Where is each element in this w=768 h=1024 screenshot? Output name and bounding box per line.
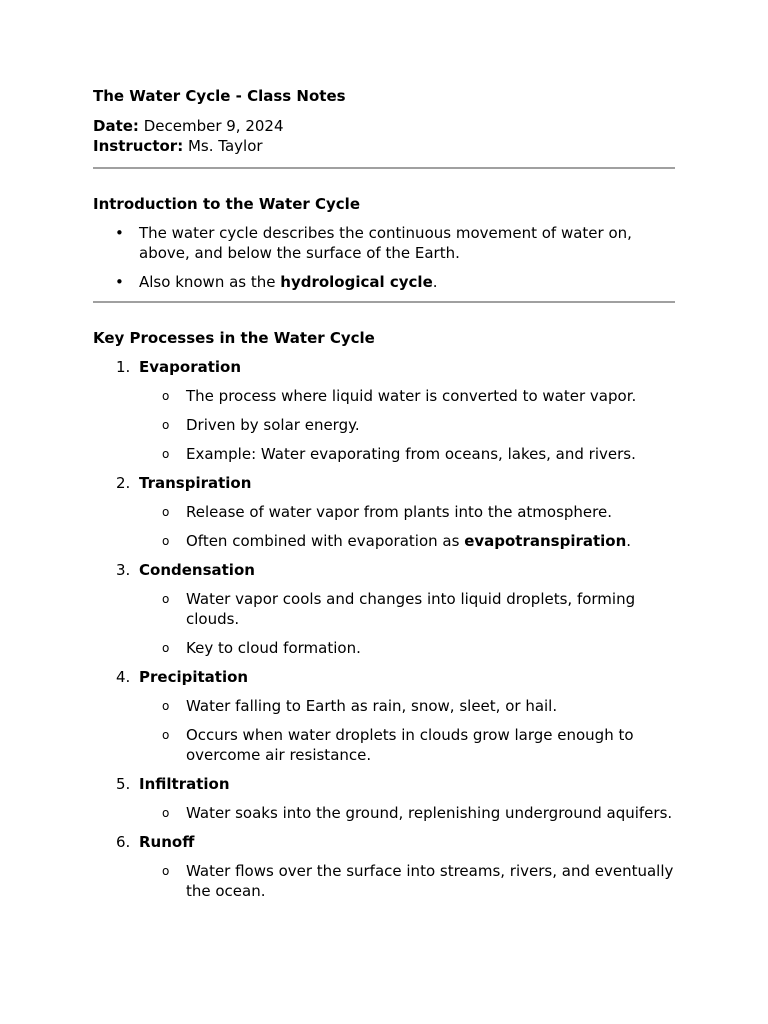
process-name: Evaporation <box>139 358 242 376</box>
list-item <box>139 386 675 406</box>
list-item <box>93 223 675 263</box>
process-name: Transpiration <box>139 474 252 492</box>
document-page <box>93 0 675 901</box>
process-name: Infiltration <box>139 775 230 793</box>
list-item <box>139 531 675 551</box>
sub-bullet-marker: o <box>162 806 170 820</box>
divider-1 <box>93 167 675 169</box>
list-item <box>139 696 675 716</box>
process-number: 3. <box>116 561 131 579</box>
list-item <box>139 502 675 522</box>
processes-heading: Key Processes in the Water Cycle <box>93 329 375 347</box>
list-item <box>139 803 675 823</box>
sub-bullet-marker: o <box>162 505 170 519</box>
process-details <box>139 803 675 823</box>
detail-text: Key to cloud formation. <box>186 639 361 657</box>
sub-bullet-marker: o <box>162 592 170 606</box>
detail-text-pre: Often combined with evaporation as <box>186 532 465 550</box>
process-details <box>139 502 675 551</box>
date-value: December 9, 2024 <box>143 117 284 135</box>
detail-text: Release of water vapor from plants into the atmosphere. <box>186 503 612 521</box>
process-name: Condensation <box>139 561 255 579</box>
sub-bullet-marker: o <box>162 641 170 655</box>
process-details <box>139 589 675 658</box>
intro-bullet-2-pre: Also known as the <box>139 273 281 291</box>
process-number: 1. <box>116 358 131 376</box>
process-item-evaporation <box>93 357 675 464</box>
process-item-transpiration <box>93 473 675 551</box>
intro-bullet-2-post: . <box>432 273 438 291</box>
detail-text: The process where liquid water is converted to water vapor. <box>186 387 637 405</box>
process-item-runoff <box>93 832 675 901</box>
sub-bullet-marker: o <box>162 864 170 878</box>
detail-text-bold: evapotranspiration <box>464 532 627 550</box>
sub-bullet-marker: o <box>162 728 170 742</box>
list-item <box>139 638 675 658</box>
detail-text: Water falling to Earth as rain, snow, sleet, or hail. <box>186 697 558 715</box>
divider-2 <box>93 301 675 303</box>
detail-text: Water soaks into the ground, replenishing underground aquifers. <box>186 804 673 822</box>
date-label: Date: <box>93 117 139 135</box>
bullet-marker: • <box>115 224 124 242</box>
detail-text-post: . <box>626 532 632 550</box>
list-item <box>139 861 675 901</box>
process-number: 6. <box>116 833 131 851</box>
sub-bullet-marker: o <box>162 534 170 548</box>
process-number: 2. <box>116 474 131 492</box>
detail-text: Driven by solar energy. <box>186 416 360 434</box>
process-name: Runoff <box>139 833 195 851</box>
process-item-condensation <box>93 560 675 658</box>
bullet-marker: • <box>115 273 124 291</box>
process-item-precipitation <box>93 667 675 765</box>
detail-text: Occurs when water droplets in clouds grow large enough to overcome air resistance. <box>186 726 634 764</box>
sub-bullet-marker: o <box>162 389 170 403</box>
list-item <box>139 725 675 765</box>
intro-bullet-1: The water cycle describes the continuous movement of water on, above, and below the surface of the Earth. <box>139 224 632 262</box>
detail-text: Example: Water evaporating from oceans, lakes, and rivers. <box>186 445 636 463</box>
process-details <box>139 696 675 765</box>
processes-list <box>93 357 675 901</box>
detail-text: Water vapor cools and changes into liquid droplets, forming clouds. <box>186 590 636 628</box>
process-number: 5. <box>116 775 131 793</box>
list-item <box>139 444 675 464</box>
sub-bullet-marker: o <box>162 418 170 432</box>
process-details <box>139 386 675 464</box>
sub-bullet-marker: o <box>162 447 170 461</box>
process-item-infiltration <box>93 774 675 823</box>
document-title: The Water Cycle - Class Notes <box>93 87 346 105</box>
list-item <box>139 589 675 629</box>
list-item <box>93 272 675 292</box>
intro-heading: Introduction to the Water Cycle <box>93 195 360 213</box>
date-line <box>93 116 675 136</box>
instructor-line <box>93 136 675 156</box>
list-item <box>139 415 675 435</box>
process-name: Precipitation <box>139 668 249 686</box>
intro-bullet-2-bold: hydrological cycle <box>280 273 433 291</box>
instructor-label: Instructor: <box>93 137 184 155</box>
instructor-value: Ms. Taylor <box>187 137 263 155</box>
process-number: 4. <box>116 668 131 686</box>
sub-bullet-marker: o <box>162 699 170 713</box>
intro-list <box>93 223 675 292</box>
process-details <box>139 861 675 901</box>
detail-text: Water flows over the surface into streams, rivers, and eventually the ocean. <box>186 862 674 900</box>
